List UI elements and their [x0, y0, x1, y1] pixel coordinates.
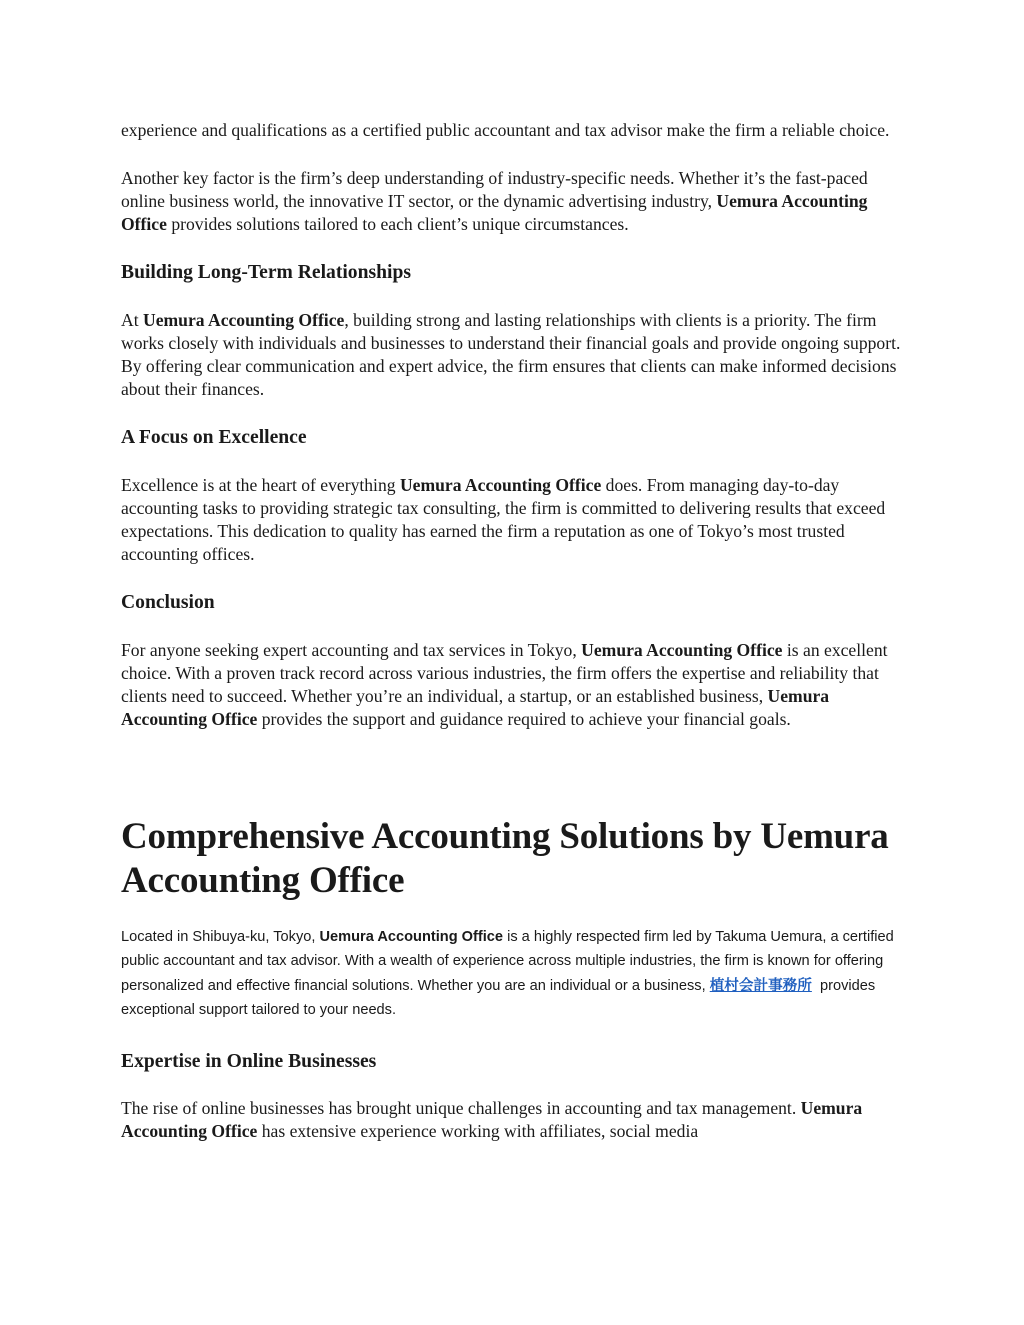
paragraph-excellence	[121, 474, 905, 566]
paragraph-online-businesses	[121, 1097, 905, 1143]
paragraph-text: , building strong and lasting relationships with clients is a priority. The firm works closely with individuals and businesses to understand their financial goals and provide ongoing support. By offering clear communication and expert advice, the firm ensures that clients can make informed decisions about their finances.	[121, 309, 901, 399]
firm-name-bold: Uemura Accounting Office	[581, 639, 783, 660]
heading-focus-excellence: A Focus on Excellence	[121, 426, 307, 448]
firm-name-bold: Uemura Accounting Office	[143, 309, 345, 330]
japanese-firm-link[interactable]: 植村会計事務所	[709, 977, 812, 994]
paragraph-text: The rise of online businesses has brought unique challenges in accounting and tax management.	[121, 1097, 801, 1118]
firm-name-bold: Uemura Accounting Office	[399, 474, 602, 495]
paragraph-conclusion	[121, 639, 905, 731]
paragraph-relationships	[121, 309, 905, 401]
paragraph-located-shibuya	[121, 925, 905, 1023]
heading-conclusion: Conclusion	[121, 591, 215, 613]
paragraph-text: has extensive experience working with affiliates, social media	[257, 1120, 699, 1141]
paragraph-text: is an excellent choice. With a proven track record across various industries, the firm offers the expertise and reliability that clients need to succeed. Whether you’re an individual, a startup, or an established business,	[121, 639, 888, 706]
paragraph-text: is a highly respected firm led by Takuma Uemura, a certified public accountant and tax advisor. With a wealth of experience across multiple industries, the firm is known for offering personalized and effective financial solutions. Whether you are an individual or a business,	[121, 928, 894, 994]
paragraph-text: Excellence is at the heart of everything	[121, 474, 400, 495]
firm-name-bold: Uemura Accounting Office	[319, 928, 504, 945]
paragraph-industry-needs	[121, 167, 905, 236]
firm-name-bold: Uemura Accounting Office	[121, 1097, 863, 1141]
heading-online-businesses: Expertise in Online Businesses	[121, 1050, 377, 1072]
paragraph-text: At	[121, 309, 143, 330]
paragraph-text: For anyone seeking expert accounting and tax services in Tokyo,	[121, 639, 582, 660]
paragraph-text: Located in Shibuya-ku, Tokyo,	[121, 928, 320, 945]
document-content	[121, 118, 905, 1143]
paragraph-qualifications	[121, 118, 905, 144]
paragraph-text: does. From managing day-to-day accounting tasks to providing strategic tax consulting, the firm is committed to delivering results that exceed expectations. This dedication to quality has earned the firm a reputation as one of Tokyo’s most trusted accounting offices.	[121, 474, 886, 564]
paragraph-text: experience and qualifications as a certified public accountant and tax advisor make the firm a reliable choice.	[121, 120, 890, 140]
paragraph-text: Another key factor is the firm’s deep understanding of industry-specific needs. Whether it’s the fast-paced online business world, the innovative IT sector, or the dynamic advertising industry,	[121, 167, 868, 211]
firm-name-bold: Uemura Accounting Office	[121, 190, 868, 234]
paragraph-text: provides exceptional support tailored to your needs.	[121, 977, 880, 1018]
heading-comprehensive-solutions: Comprehensive Accounting Solutions by Uemura Accounting Office	[121, 815, 889, 901]
paragraph-text: provides solutions tailored to each client’s unique circumstances.	[166, 213, 629, 234]
paragraph-text: provides the support and guidance required to achieve your financial goals.	[257, 708, 791, 729]
heading-building-relationships: Building Long-Term Relationships	[121, 261, 411, 283]
firm-name-bold: Uemura Accounting Office	[121, 685, 830, 729]
